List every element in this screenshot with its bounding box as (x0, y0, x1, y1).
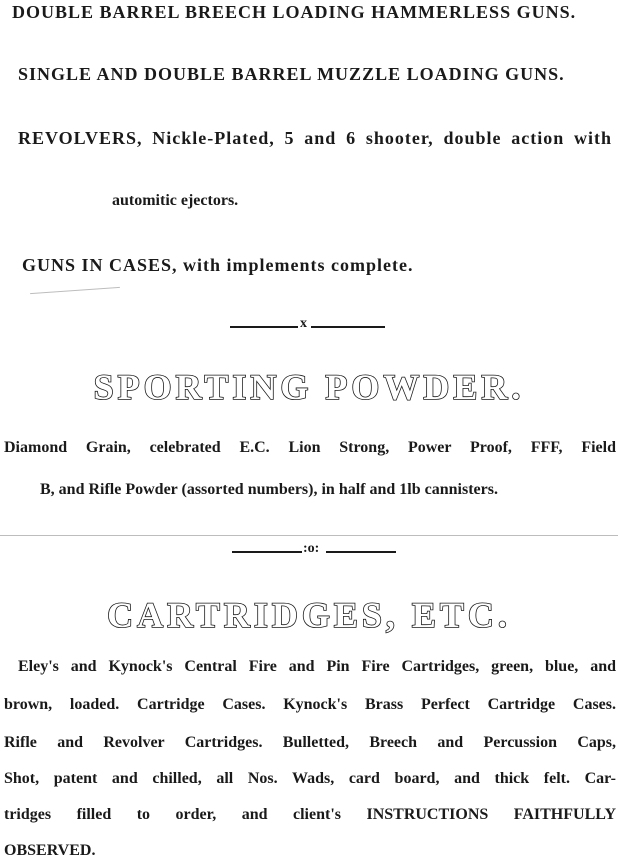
divider-2-rule-right (326, 551, 396, 553)
powder-heading: SPORTING POWDER. (93, 367, 525, 407)
cartridges-line-4: Shot, patent and chilled, all Nos. Wads, card board, and thick felt. Car- (4, 770, 616, 787)
powder-line-1: Diamond Grain, celebrated E.C. Lion Strong, Power Proof, FFF, Field (4, 439, 616, 456)
guns-line-3: REVOLVERS, Nickle-Plated, 5 and 6 shooter, double action with (18, 128, 612, 148)
guns-line-4: automitic ejectors. (112, 192, 239, 209)
divider-1-rule-right (311, 326, 385, 328)
divider-2-mark: :o: (303, 541, 320, 556)
powder-line-2: B, and Rifle Powder (assorted numbers), in half and 1lb cannisters. (40, 481, 498, 498)
guns-line-1: DOUBLE BARREL BREECH LOADING HAMMERLESS GUNS. (12, 2, 577, 22)
cartridges-heading: CARTRIDGES, ETC. (107, 595, 511, 635)
cartridges-line-5: tridges filled to order, and client's INSTRUCTIONS FAITHFULLY (4, 806, 616, 823)
cartridges-line-2: brown, loaded. Cartridge Cases. Kynock's Brass Perfect Cartridge Cases. (4, 696, 616, 713)
paper-scratch (30, 287, 120, 294)
cartridges-line-6: OBSERVED. (4, 842, 96, 859)
divider-2-rule-left (232, 551, 302, 553)
divider-1-mark: x (300, 316, 307, 331)
guns-line-5: GUNS IN CASES, with implements complete. (22, 255, 414, 275)
cartridges-line-1: Eley's and Kynock's Central Fire and Pin Fire Cartridges, green, blue, and (18, 658, 616, 675)
guns-line-2: SINGLE AND DOUBLE BARREL MUZZLE LOADING GUNS. (18, 64, 565, 84)
paper-fold (0, 535, 618, 536)
cartridges-line-3: Rifle and Revolver Cartridges. Bulletted, Breech and Percussion Caps, (4, 734, 616, 751)
divider-1-rule-left (230, 326, 298, 328)
